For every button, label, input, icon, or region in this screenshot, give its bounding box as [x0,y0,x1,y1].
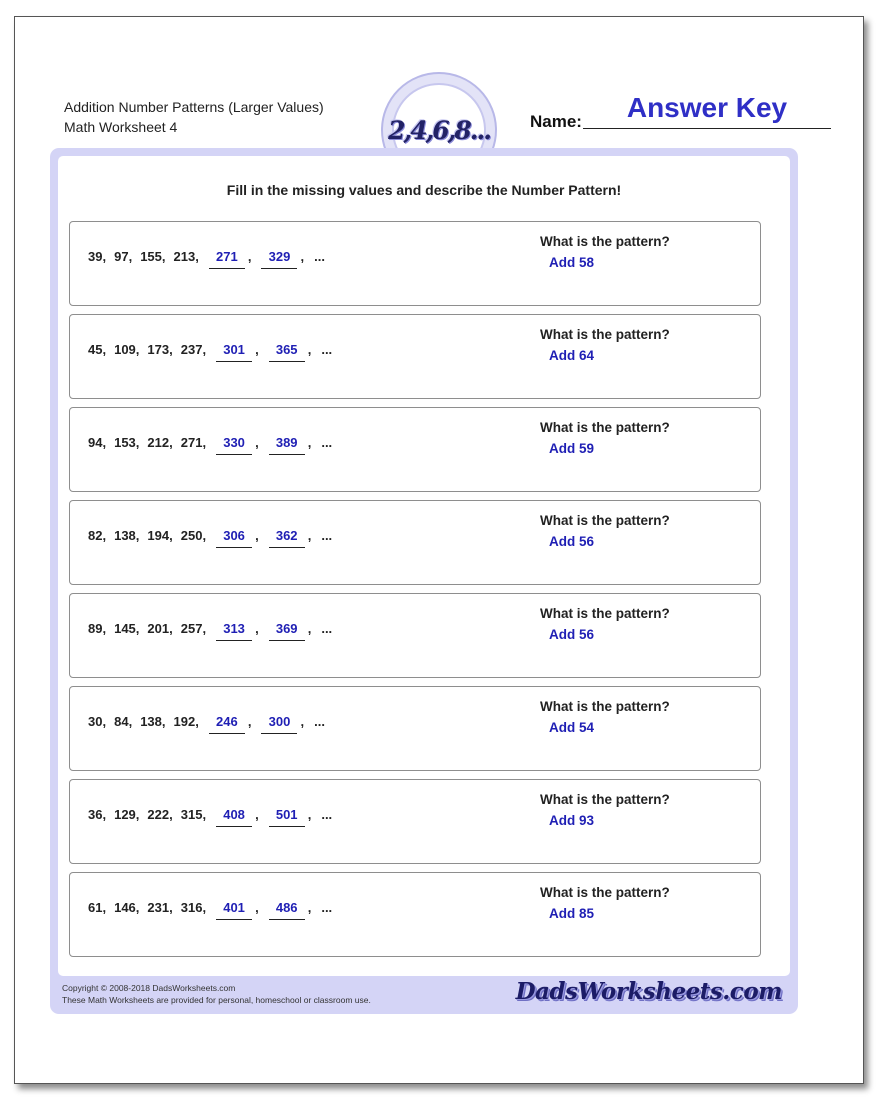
pattern-question: What is the pattern? [540,327,670,342]
pattern-question: What is the pattern? [540,885,670,900]
comma: , [195,249,199,264]
comma: , [169,435,173,450]
problem-box [69,407,761,492]
comma: , [135,900,140,915]
comma: , [169,528,173,543]
problem-box [69,779,761,864]
pattern-question: What is the pattern? [540,234,670,249]
sequence-number: 138 [140,714,162,729]
answer-blank: 313 [216,621,252,641]
problem-box [69,314,761,399]
ellipsis: ... [321,621,333,636]
answer-blank: 401 [216,900,252,920]
pattern-answer: Add 54 [549,720,595,735]
comma: , [247,714,252,729]
sequence-number: 30 [88,714,103,729]
problem-area [58,156,790,976]
number-sequence [88,249,325,269]
comma: , [169,621,173,636]
comma: , [161,249,166,264]
sequence-number: 146 [114,900,136,915]
answer-blank: 365 [269,342,305,362]
comma: , [202,342,207,357]
comma: , [202,621,207,636]
comma: , [195,714,199,729]
sequence-number: 316 [180,900,203,915]
pattern-question: What is the pattern? [540,513,670,528]
answer-blank: 501 [269,807,305,827]
answer-blank: 329 [261,249,297,269]
sequence-number: 194 [147,528,170,543]
sequence-number: 250 [180,528,203,543]
logo-text: 2,4,6,8... [388,115,490,145]
number-sequence [88,342,332,362]
comma: , [202,528,207,543]
sequence-number: 315 [180,807,203,822]
ellipsis: ... [314,249,325,264]
number-sequence [88,714,325,734]
comma: , [307,807,312,822]
sequence-number: 138 [114,528,136,543]
pattern-answer: Add 58 [549,255,595,270]
answer-blank: 486 [269,900,305,920]
sequence-number: 145 [114,621,136,636]
answer-blank: 369 [269,621,305,641]
sequence-number: 94 [88,435,103,450]
answer-blank: 408 [216,807,252,827]
comma: , [128,714,133,729]
pattern-answer: Add 64 [549,348,595,363]
comma: , [255,435,259,450]
comma: , [169,900,173,915]
comma: , [255,528,259,543]
pattern-answer: Add 85 [549,906,595,921]
sequence-number: 89 [88,621,103,636]
sequence-number: 201 [147,621,170,636]
sequence-number: 192 [173,714,196,729]
worksheet-title [64,97,324,137]
sequence-number: 213 [173,249,196,264]
comma: , [300,714,305,729]
answer-blank: 389 [269,435,305,455]
sequence-number: 45 [88,342,103,357]
problem-box [69,500,761,585]
comma: , [307,900,312,915]
sequence-number: 97 [114,249,129,264]
problem-box [69,872,761,957]
comma: , [255,342,259,357]
problem-box [69,221,761,306]
pattern-answer: Add 59 [549,441,595,456]
comma: , [135,621,140,636]
worksheet-title-line2: Math Worksheet 4 [64,119,178,135]
ellipsis: ... [321,342,333,357]
pattern-answer: Add 56 [549,627,595,642]
number-sequence [88,621,332,641]
number-sequence [88,435,332,455]
comma: , [102,900,107,915]
comma: , [135,528,140,543]
sequence-number: 153 [114,435,136,450]
sequence-number: 173 [147,342,170,357]
comma: , [135,807,140,822]
answer-blank: 301 [216,342,252,362]
ellipsis: ... [321,435,333,450]
comma: , [161,714,166,729]
pattern-answer: Add 93 [549,813,595,828]
comma: , [102,807,107,822]
ellipsis: ... [321,900,333,915]
sequence-number: 231 [147,900,170,915]
comma: , [307,435,312,450]
comma: , [202,900,207,915]
comma: , [307,528,312,543]
sequence-number: 212 [147,435,170,450]
comma: , [102,435,107,450]
comma: , [102,714,107,729]
copyright-text: Copyright © 2008-2018 DadsWorksheets.com [62,983,236,993]
comma: , [202,807,207,822]
answer-blank: 246 [209,714,245,734]
number-sequence [88,528,332,548]
number-sequence [88,900,332,920]
comma: , [255,900,259,915]
comma: , [169,342,173,357]
sequence-number: 237 [180,342,203,357]
sequence-number: 109 [114,342,136,357]
comma: , [255,621,259,636]
sequence-number: 36 [88,807,103,822]
pattern-question: What is the pattern? [540,420,670,435]
answer-blank: 306 [216,528,252,548]
ellipsis: ... [314,714,325,729]
name-label: Name: [530,112,582,131]
worksheet-title-line1: Addition Number Patterns (Larger Values) [64,99,324,115]
comma: , [128,249,133,264]
comma: , [300,249,305,264]
usage-notice: These Math Worksheets are provided for personal, homeschool or classroom use. [62,995,371,1005]
name-line [583,128,831,129]
sequence-number: 271 [180,435,203,450]
number-sequence [88,807,332,827]
sequence-number: 39 [88,249,103,264]
comma: , [102,621,107,636]
comma: , [102,342,107,357]
comma: , [255,807,259,822]
pattern-question: What is the pattern? [540,699,670,714]
comma: , [169,807,173,822]
sequence-number: 84 [114,714,129,729]
comma: , [202,435,207,450]
comma: , [135,342,140,357]
sequence-number: 155 [140,249,162,264]
ellipsis: ... [321,807,333,822]
sequence-number: 257 [180,621,203,636]
pattern-question: What is the pattern? [540,792,670,807]
answer-blank: 300 [261,714,297,734]
sequence-number: 82 [88,528,103,543]
dadsworksheets-logo: DadsWorksheets.com [515,978,782,1005]
problem-frame [50,148,798,1014]
comma: , [102,249,107,264]
answer-blank: 330 [216,435,252,455]
pattern-question: What is the pattern? [540,606,670,621]
sequence-number: 61 [88,900,103,915]
comma: , [307,342,312,357]
footer-copyright [62,982,371,1006]
sequence-number: 129 [114,807,136,822]
problem-box [69,593,761,678]
comma: , [135,435,140,450]
sequence-number: 222 [147,807,170,822]
answer-key-text: Answer Key [626,92,788,123]
comma: , [247,249,252,264]
answer-blank: 362 [269,528,305,548]
answer-blank: 271 [209,249,245,269]
problem-box [69,686,761,771]
ellipsis: ... [321,528,333,543]
pattern-answer: Add 56 [549,534,595,549]
comma: , [307,621,312,636]
comma: , [102,528,107,543]
instructions: Fill in the missing values and describe the Number Pattern! [226,182,622,198]
